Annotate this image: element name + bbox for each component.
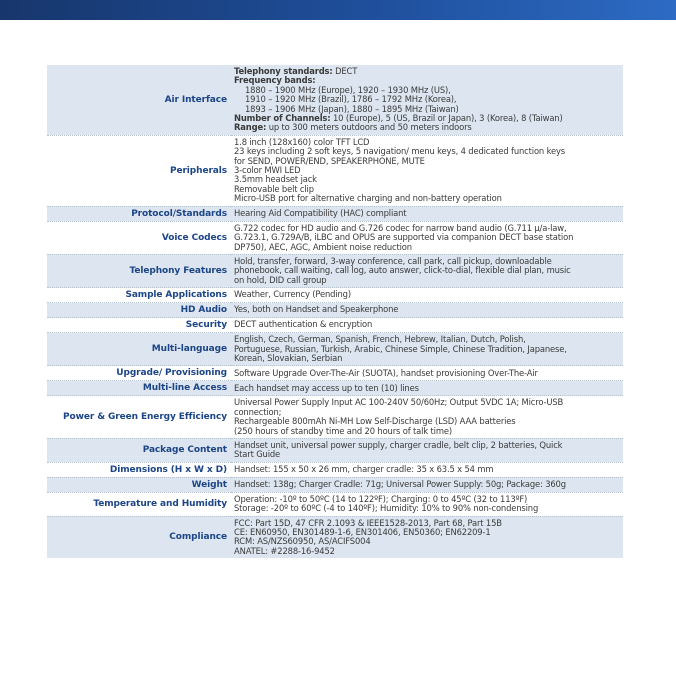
spec-value-text: Yes, both on Handset and Speakerphone <box>234 304 399 315</box>
spec-label: Upgrade/ Provisioning <box>47 366 231 381</box>
spec-label: Voice Codecs <box>47 221 231 254</box>
spec-value-line <box>234 450 621 459</box>
spec-value-text: on hold, DID call group <box>234 274 327 285</box>
spec-value-line <box>234 209 621 218</box>
spec-row <box>47 516 623 558</box>
spec-label: Compliance <box>47 516 231 558</box>
spec-value <box>231 477 623 492</box>
spec-value <box>231 135 623 206</box>
spec-label: Weight <box>47 477 231 492</box>
spec-value-text: 3.5mm headset jack <box>234 174 317 185</box>
spec-label: Peripherals <box>47 135 231 206</box>
spec-value-text: Hearing Aid Compatibility (HAC) compliant <box>234 207 407 218</box>
spec-value-text: CE: EN60950, EN301489-1-6, EN301406, EN50360; EN62209-1 <box>234 527 491 537</box>
spec-value-text: DECT <box>332 66 358 76</box>
spec-row <box>47 221 623 254</box>
spec-value-text: Portuguese, Russian, Turkish, Arabic, Chinese Simple, Chinese Tradition, Japanese, <box>234 343 567 354</box>
spec-label: Multi-language <box>47 333 231 366</box>
spec-value-text: Operation: -10º to 50ºC (14 to 122ºF); Charging: 0 to 45ºC (32 to 113ºF) <box>234 493 528 504</box>
spec-label: Dimensions (H x W x D) <box>47 462 231 477</box>
spec-value-text: for SEND, POWER/END, SPEAKERPHONE, MUTE <box>234 155 425 166</box>
spec-value <box>231 366 623 381</box>
spec-label: Sample Applications <box>47 288 231 303</box>
spec-label: Package Content <box>47 438 231 462</box>
spec-value-text: 10 (Europe), 5 (US, Brazil or Japan), 3 (Korea), 8 (Taiwan) <box>330 113 563 124</box>
spec-value-text: connection; <box>234 406 282 417</box>
spec-value-text: Weather, Currency (Pending) <box>234 289 351 300</box>
spec-row <box>47 65 623 135</box>
spec-row <box>47 366 623 381</box>
spec-value-text: Handset: 155 x 50 x 26 mm, charger cradle: 35 x 63.5 x 54 mm <box>234 464 494 475</box>
spec-value-heading: Frequency bands: <box>234 75 316 86</box>
spec-value <box>231 333 623 366</box>
spec-label: Protocol/Standards <box>47 206 231 221</box>
spec-value-text: 23 keys including 2 soft keys, 5 navigation/ menu keys, 4 dedicated function keys <box>234 146 566 157</box>
spec-value-text: phonebook, call waiting, call log, auto answer, click-to-dial, flexible dial plan, music <box>234 265 571 276</box>
spec-value <box>231 254 623 287</box>
spec-value-text: G.722 codec for HD audio and G.726 codec for narrow band audio (G.711 µ/a-law, <box>234 222 567 233</box>
spec-row <box>47 396 623 439</box>
spec-value <box>231 221 623 254</box>
spec-table <box>47 65 623 558</box>
spec-value <box>231 438 623 462</box>
spec-row <box>47 477 623 492</box>
spec-value <box>231 396 623 439</box>
spec-value-line <box>234 243 621 252</box>
spec-value-line <box>234 398 621 407</box>
spec-value-text: English, Czech, German, Spanish, French, Hebrew, Italian, Dutch, Polish, <box>234 334 526 345</box>
spec-value-text: Storage: -20º to 60ºC (-4 to 140ºF); Humidity: 10% to 90% non-condensing <box>234 503 539 514</box>
spec-value-text: G.723.1, G.729A/B, iLBC and OPUS are supported via companion DECT base station <box>234 232 574 243</box>
spec-value <box>231 492 623 516</box>
spec-value-line <box>234 305 621 314</box>
spec-value-line <box>234 504 621 513</box>
spec-value-text: DECT authentication & encryption <box>234 319 373 330</box>
spec-value-line <box>234 547 621 556</box>
spec-value-heading: Number of Channels: <box>234 113 331 124</box>
spec-row <box>47 318 623 333</box>
spec-value-line <box>234 465 621 474</box>
spec-label: Security <box>47 318 231 333</box>
spec-value <box>231 65 623 135</box>
spec-value-text: Handset unit, universal power supply, charger cradle, belt clip, 2 batteries, Quick <box>234 439 563 450</box>
spec-row <box>47 303 623 318</box>
spec-value <box>231 303 623 318</box>
spec-value-line <box>234 369 621 378</box>
spec-value-text: FCC: Part 15D, 47 CFR 2.1093 & IEEE1528-2013, Part 68, Part 15B <box>234 517 502 528</box>
spec-label: Power & Green Energy Efficiency <box>47 396 231 439</box>
spec-value-text: (250 hours of standby time and 20 hours of talk time) <box>234 425 452 436</box>
spec-value-heading: Range: <box>234 122 267 133</box>
spec-label: Multi-line Access <box>47 381 231 396</box>
spec-row <box>47 462 623 477</box>
spec-value-text: 3-color MWI LED <box>234 165 301 176</box>
spec-value-text: Handset: 138g; Charger Cradle: 71g; Universal Power Supply: 50g; Package: 360g <box>234 479 566 490</box>
spec-value-text: 1.8 inch (128x160) color TFT LCD <box>234 136 370 147</box>
spec-value-line <box>234 480 621 489</box>
spec-value-line <box>234 123 621 132</box>
spec-value-text: Each handset may access up to ten (10) lines <box>234 382 419 393</box>
spec-row <box>47 333 623 366</box>
spec-value-text: Removable belt clip <box>234 183 314 194</box>
spec-label: HD Audio <box>47 303 231 318</box>
spec-value-text: up to 300 meters outdoors and 50 meters indoors <box>266 122 472 133</box>
top-banner <box>0 0 676 20</box>
spec-value <box>231 318 623 333</box>
spec-value-line <box>234 384 621 393</box>
spec-label: Temperature and Humidity <box>47 492 231 516</box>
spec-row <box>47 135 623 206</box>
spec-row <box>47 288 623 303</box>
spec-value-line <box>234 354 621 363</box>
spec-row <box>47 254 623 287</box>
spec-value-line <box>234 276 621 285</box>
spec-value-text: Universal Power Supply Input AC 100-240V 50/60Hz; Output 5VDC 1A; Micro-USB <box>234 397 564 408</box>
spec-row <box>47 206 623 221</box>
spec-value-text: Rechargeable 800mAh Ni-MH Low Self-Discharge (LSD) AAA batteries <box>234 416 516 427</box>
spec-value-line <box>234 290 621 299</box>
spec-value-text: Start Guide <box>234 449 281 460</box>
spec-value-heading: Telephony standards: <box>234 66 333 76</box>
spec-value-line <box>234 320 621 329</box>
spec-value-text: Software Upgrade Over-The-Air (SUOTA), handset provisioning Over-The-Air <box>234 367 538 378</box>
spec-value-text: RCM: AS/NZS60950, AS/ACIFS004 <box>234 536 371 547</box>
spec-value <box>231 462 623 477</box>
spec-value-text: 1910 – 1920 MHz (Brazil), 1786 – 1792 MHz (Korea), <box>245 94 457 105</box>
spec-label: Air Interface <box>47 65 231 135</box>
spec-value <box>231 206 623 221</box>
spec-value <box>231 288 623 303</box>
spec-value <box>231 381 623 396</box>
spec-row <box>47 381 623 396</box>
spec-value-text: Korean, Slovakian, Serbian <box>234 352 343 363</box>
spec-value-text: DP750), AEC, AGC, Ambient noise reduction <box>234 241 412 252</box>
spec-value-text: Hold, transfer, forward, 3-way conference, call park, call pickup, downloadable <box>234 255 552 266</box>
spec-label: Telephony Features <box>47 254 231 287</box>
spec-value-line <box>234 427 621 436</box>
spec-value-line <box>234 441 621 450</box>
spec-value-text: ANATEL: #2288-16-9452 <box>234 545 335 556</box>
spec-row <box>47 492 623 516</box>
spec-value-text: Micro-USB port for alternative charging and non-battery operation <box>234 193 502 204</box>
spec-value-text: 1880 – 1900 MHz (Europe), 1920 – 1930 MHz (US), <box>245 84 451 95</box>
spec-value <box>231 516 623 558</box>
spec-table-body <box>47 65 623 558</box>
spec-value-line <box>234 194 621 203</box>
spec-value-text: 1893 – 1906 MHz (Japan), 1880 – 1895 MHz (Taiwan) <box>245 103 459 114</box>
spec-row <box>47 438 623 462</box>
